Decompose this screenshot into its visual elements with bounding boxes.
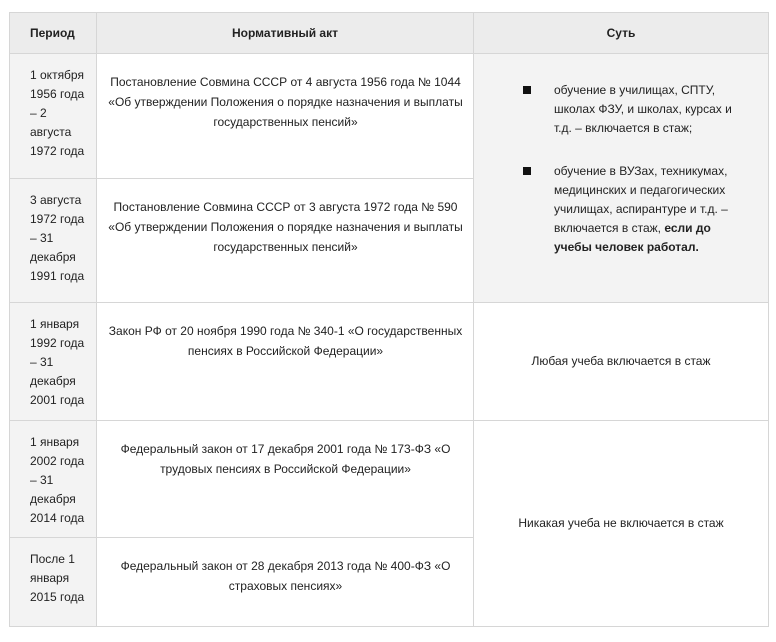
period-cell: 1 октября 1956 года – 2 августа 1972 года [10, 54, 97, 179]
pension-table-container [9, 12, 769, 627]
gist-bullet-text: обучение в ВУЗах, техникумах, медицинских и педагогических училищах, аспирантуре и т.д. – включается в стаж, [554, 164, 728, 235]
act-cell: Постановление Совмина СССР от 3 августа 1972 года № 590 «Об утверждении Положения о порядке назначения и выплаты государственных пенсий» [97, 179, 474, 303]
period-cell: 1 января 2002 года – 31 декабря 2014 года [10, 421, 97, 538]
gist-bullet-emphasis: если до учебы человек работал. [554, 221, 711, 254]
header-gist: Суть [474, 13, 769, 54]
gist-cell-soviet [474, 54, 769, 303]
table-row [10, 54, 769, 179]
gist-cell: Любая учеба включается в стаж [474, 303, 769, 421]
list-item [523, 162, 747, 257]
period-cell: После 1 января 2015 года [10, 538, 97, 627]
header-act: Нормативный акт [97, 13, 474, 54]
period-cell: 1 января 1992 года – 31 декабря 2001 года [10, 303, 97, 421]
period-cell: 3 августа 1972 года – 31 декабря 1991 года [10, 179, 97, 303]
gist-bullet-text: обучение в училищах, СПТУ, школах ФЗУ, и школах, курсах и т.д. – включается в стаж; [554, 83, 732, 135]
pension-study-table [9, 12, 769, 627]
table-row [10, 303, 769, 421]
gist-bullet-list [475, 55, 767, 257]
table-header-row [10, 13, 769, 54]
act-cell: Федеральный закон от 17 декабря 2001 года № 173-ФЗ «О трудовых пенсиях в Российской Федерации» [97, 421, 474, 538]
act-cell: Федеральный закон от 28 декабря 2013 года № 400-ФЗ «О страховых пенсиях» [97, 538, 474, 627]
act-cell: Закон РФ от 20 ноября 1990 года № 340-1 «О государственных пенсиях в Российской Федерации» [97, 303, 474, 421]
gist-cell-modern: Никакая учеба не включается в стаж [474, 421, 769, 627]
table-row [10, 421, 769, 538]
header-period: Период [10, 13, 97, 54]
bullet-square-icon [523, 167, 531, 175]
list-item [523, 81, 747, 138]
bullet-square-icon [523, 86, 531, 94]
act-cell: Постановление Совмина СССР от 4 августа 1956 года № 1044 «Об утверждении Положения о порядке назначения и выплаты государственных пенсий» [97, 54, 474, 179]
